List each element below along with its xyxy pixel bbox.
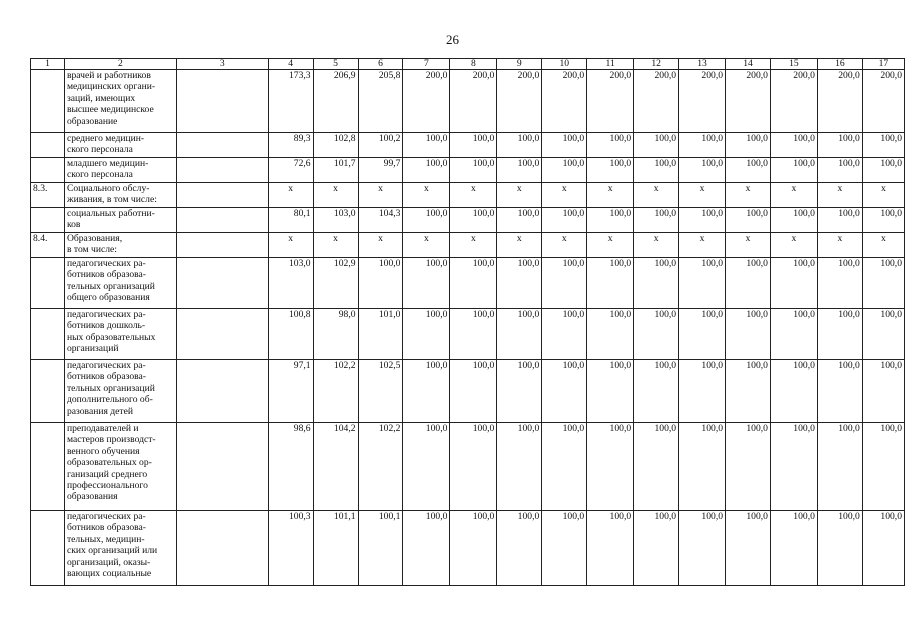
value-cell: 100,0 xyxy=(726,309,771,360)
value-cell: x xyxy=(313,233,358,258)
value-cell: 100,0 xyxy=(817,158,862,183)
value-cell: 100,0 xyxy=(679,208,726,233)
value-cell: 100,0 xyxy=(634,309,679,360)
value-cell: 100,0 xyxy=(770,511,817,586)
table-row xyxy=(31,309,905,360)
value-cell: 100,0 xyxy=(634,133,679,158)
value-cell: x xyxy=(587,233,634,258)
value-cell: 100,0 xyxy=(634,208,679,233)
value-cell: 100,3 xyxy=(268,511,313,586)
value-cell: 100,0 xyxy=(542,208,587,233)
row-label-line: тельных организаций xyxy=(66,382,155,394)
table-row xyxy=(31,511,905,586)
value-cell: 100,0 xyxy=(403,258,450,309)
value-cell: 100,0 xyxy=(497,208,542,233)
column-number: 10 xyxy=(542,59,587,70)
value-cell: 200,0 xyxy=(497,70,542,133)
value-cell: 100,0 xyxy=(403,309,450,360)
row-label-line: организаций xyxy=(66,343,119,355)
value-cell: x xyxy=(634,233,679,258)
column-number: 2 xyxy=(64,59,176,70)
value-cell: 100,0 xyxy=(770,133,817,158)
row-label-line: ского персонала xyxy=(66,144,133,156)
value-cell: 100,0 xyxy=(403,208,450,233)
value-cell: 100,0 xyxy=(542,258,587,309)
value-cell: 100,0 xyxy=(450,511,497,586)
value-cell: 100,0 xyxy=(450,208,497,233)
value-cell: 100,8 xyxy=(268,309,313,360)
value-cell: 100,2 xyxy=(358,133,403,158)
value-cell: 100,0 xyxy=(634,511,679,586)
value-cell: 100,0 xyxy=(726,423,771,511)
value-cell: 100,0 xyxy=(862,309,904,360)
value-cell: 100,0 xyxy=(770,309,817,360)
value-cell: 100,0 xyxy=(450,133,497,158)
value-cell: 102,9 xyxy=(313,258,358,309)
row-label-line: врачей и работников xyxy=(66,70,151,81)
row-label-line: живания, в том числе: xyxy=(66,194,157,206)
value-cell: 100,0 xyxy=(862,511,904,586)
column-number: 12 xyxy=(634,59,679,70)
value-cell: 100,0 xyxy=(587,360,634,423)
table-row xyxy=(31,233,905,258)
row-label-line: педагогических ра- xyxy=(66,309,146,320)
value-cell: 100,0 xyxy=(862,133,904,158)
value-cell: x xyxy=(679,233,726,258)
row-label xyxy=(64,158,176,183)
row-label-line: ганизаций среднего xyxy=(66,468,148,480)
value-cell: 200,0 xyxy=(770,70,817,133)
row-label xyxy=(64,183,176,208)
column-number: 16 xyxy=(817,59,862,70)
value-cell: 103,0 xyxy=(313,208,358,233)
value-cell: 100,0 xyxy=(679,158,726,183)
value-cell: 100,0 xyxy=(634,258,679,309)
value-cell: 200,0 xyxy=(726,70,771,133)
row-label-line: младшего медицин- xyxy=(66,158,149,169)
row-label-line: профессионального xyxy=(66,480,148,492)
value-cell: 80,1 xyxy=(268,208,313,233)
row-label-line: образования xyxy=(66,491,118,503)
row-label-line: среднего медицин- xyxy=(66,133,145,144)
value-cell: 100,0 xyxy=(587,158,634,183)
row-label-line: ботников образова- xyxy=(66,522,146,534)
row-label-line: Социального обслу- xyxy=(66,183,150,194)
table-row xyxy=(31,133,905,158)
row-code xyxy=(31,309,65,360)
value-cell: 100,0 xyxy=(679,360,726,423)
table-row xyxy=(31,158,905,183)
value-cell: 100,0 xyxy=(770,208,817,233)
empty-cell xyxy=(176,183,268,208)
row-label-line: педагогических ра- xyxy=(66,360,146,371)
value-cell: 100,0 xyxy=(679,258,726,309)
value-cell: 100,0 xyxy=(679,309,726,360)
row-label-line: социальных работни- xyxy=(66,208,155,219)
value-cell: 100,0 xyxy=(817,360,862,423)
row-code xyxy=(31,423,65,511)
value-cell: 102,8 xyxy=(313,133,358,158)
row-label-line: в том числе: xyxy=(66,244,117,256)
column-number: 9 xyxy=(497,59,542,70)
row-label-line: ботников образова- xyxy=(66,371,146,383)
value-cell: 200,0 xyxy=(403,70,450,133)
value-cell: 103,0 xyxy=(268,258,313,309)
value-cell: 98,6 xyxy=(268,423,313,511)
row-code xyxy=(31,70,65,133)
value-cell: 102,2 xyxy=(313,360,358,423)
value-cell: 100,0 xyxy=(817,208,862,233)
row-label-line: организаций, оказы- xyxy=(66,556,151,568)
row-label-line: ботников образова- xyxy=(66,269,146,281)
value-cell: 100,0 xyxy=(497,158,542,183)
value-cell: x xyxy=(358,183,403,208)
value-cell: 100,0 xyxy=(587,208,634,233)
value-cell: 100,0 xyxy=(497,133,542,158)
row-label-line: образование xyxy=(66,115,118,127)
row-label xyxy=(64,360,176,423)
value-cell: 100,0 xyxy=(634,360,679,423)
table-row xyxy=(31,208,905,233)
empty-cell xyxy=(176,511,268,586)
value-cell: 100,0 xyxy=(403,158,450,183)
value-cell: x xyxy=(497,233,542,258)
row-label-line: медицинских органи- xyxy=(66,81,156,93)
value-cell: 102,2 xyxy=(358,423,403,511)
value-cell: 100,0 xyxy=(817,133,862,158)
value-cell: 100,0 xyxy=(817,423,862,511)
row-code xyxy=(31,133,65,158)
value-cell: 100,0 xyxy=(817,258,862,309)
column-number: 7 xyxy=(403,59,450,70)
value-cell: 100,0 xyxy=(770,258,817,309)
value-cell: 104,2 xyxy=(313,423,358,511)
value-cell: 100,0 xyxy=(726,158,771,183)
value-cell: 100,0 xyxy=(817,511,862,586)
row-label-line: разования детей xyxy=(66,405,134,417)
row-label xyxy=(64,309,176,360)
row-label-line: ных образовательных xyxy=(66,331,156,343)
value-cell: 200,0 xyxy=(587,70,634,133)
row-label-line: вающих социальные xyxy=(66,568,152,580)
value-cell: 100,0 xyxy=(450,158,497,183)
table-row xyxy=(31,423,905,511)
row-label-line: ков xyxy=(66,219,81,231)
row-label-line: мастеров производст- xyxy=(66,434,156,446)
empty-cell xyxy=(176,423,268,511)
value-cell: 89,3 xyxy=(268,133,313,158)
value-cell: 104,3 xyxy=(358,208,403,233)
value-cell: 173,3 xyxy=(268,70,313,133)
empty-cell xyxy=(176,208,268,233)
table-row xyxy=(31,258,905,309)
value-cell: 205,8 xyxy=(358,70,403,133)
value-cell: 100,0 xyxy=(862,258,904,309)
page-number: 26 xyxy=(446,32,459,47)
value-cell: x xyxy=(358,233,403,258)
value-cell: 100,1 xyxy=(358,511,403,586)
value-cell: 100,0 xyxy=(587,423,634,511)
value-cell: 100,0 xyxy=(770,158,817,183)
value-cell: 100,0 xyxy=(634,158,679,183)
row-label xyxy=(64,208,176,233)
value-cell: 100,0 xyxy=(679,133,726,158)
value-cell: x xyxy=(403,183,450,208)
row-code xyxy=(31,360,65,423)
row-label-line: Образования, xyxy=(66,233,123,244)
row-code xyxy=(31,258,65,309)
value-cell: 100,0 xyxy=(450,360,497,423)
value-cell: 100,0 xyxy=(770,360,817,423)
row-label xyxy=(64,258,176,309)
value-cell: x xyxy=(634,183,679,208)
value-cell: 102,5 xyxy=(358,360,403,423)
table-row xyxy=(31,70,905,133)
value-cell: 100,0 xyxy=(450,423,497,511)
value-cell: x xyxy=(542,183,587,208)
value-cell: 72,6 xyxy=(268,158,313,183)
value-cell: 100,0 xyxy=(542,309,587,360)
value-cell: 100,0 xyxy=(634,423,679,511)
value-cell: 100,0 xyxy=(542,158,587,183)
row-label-line: педагогических ра- xyxy=(66,258,146,269)
value-cell: 100,0 xyxy=(862,423,904,511)
value-cell: 100,0 xyxy=(450,309,497,360)
row-label xyxy=(64,133,176,158)
value-cell: 206,9 xyxy=(313,70,358,133)
value-cell: x xyxy=(726,233,771,258)
value-cell: x xyxy=(268,183,313,208)
row-code: 8.4. xyxy=(31,233,65,258)
column-number: 13 xyxy=(679,59,726,70)
row-label xyxy=(64,233,176,258)
statistics-table xyxy=(30,58,905,586)
value-cell: x xyxy=(542,233,587,258)
value-cell: x xyxy=(862,183,904,208)
empty-cell xyxy=(176,133,268,158)
row-label-line: венного обучения xyxy=(66,445,140,457)
row-code xyxy=(31,511,65,586)
row-label-line: заций, имеющих xyxy=(66,92,136,104)
value-cell: 101,0 xyxy=(358,309,403,360)
value-cell: 100,0 xyxy=(817,309,862,360)
column-number: 17 xyxy=(862,59,904,70)
row-label-line: дополнительного об- xyxy=(66,394,153,406)
value-cell: 200,0 xyxy=(862,70,904,133)
value-cell: 100,0 xyxy=(587,511,634,586)
value-cell: 100,0 xyxy=(358,258,403,309)
row-code: 8.3. xyxy=(31,183,65,208)
value-cell: 200,0 xyxy=(450,70,497,133)
column-number: 15 xyxy=(770,59,817,70)
value-cell: 98,0 xyxy=(313,309,358,360)
empty-cell xyxy=(176,258,268,309)
row-label-line: ского персонала xyxy=(66,169,133,181)
value-cell: 100,0 xyxy=(497,258,542,309)
row-label-line: тельных, медицин- xyxy=(66,533,145,545)
row-label-line: образовательных ор- xyxy=(66,457,152,469)
value-cell: 100,0 xyxy=(403,511,450,586)
value-cell: 100,0 xyxy=(403,360,450,423)
value-cell: 100,0 xyxy=(770,423,817,511)
row-code xyxy=(31,208,65,233)
column-number: 11 xyxy=(587,59,634,70)
empty-cell xyxy=(176,360,268,423)
empty-cell xyxy=(176,158,268,183)
value-cell: 100,0 xyxy=(726,208,771,233)
value-cell: 100,0 xyxy=(726,360,771,423)
value-cell: 101,1 xyxy=(313,511,358,586)
value-cell: 100,0 xyxy=(542,511,587,586)
row-label-line: тельных организаций xyxy=(66,280,155,292)
row-label xyxy=(64,511,176,586)
value-cell: 100,0 xyxy=(726,511,771,586)
value-cell: 100,0 xyxy=(542,133,587,158)
column-number: 14 xyxy=(726,59,771,70)
value-cell: 100,0 xyxy=(726,258,771,309)
value-cell: x xyxy=(313,183,358,208)
value-cell: x xyxy=(268,233,313,258)
row-label-line: ских организаций или xyxy=(66,545,158,557)
table-row xyxy=(31,360,905,423)
empty-cell xyxy=(176,233,268,258)
value-cell: x xyxy=(770,233,817,258)
value-cell: x xyxy=(726,183,771,208)
value-cell: 100,0 xyxy=(497,309,542,360)
value-cell: x xyxy=(403,233,450,258)
empty-cell xyxy=(176,309,268,360)
value-cell: 100,0 xyxy=(726,133,771,158)
value-cell: 100,0 xyxy=(497,511,542,586)
value-cell: 100,0 xyxy=(403,133,450,158)
row-label xyxy=(64,423,176,511)
column-number-row xyxy=(31,59,905,70)
value-cell: 100,0 xyxy=(497,423,542,511)
empty-cell xyxy=(176,70,268,133)
value-cell: 100,0 xyxy=(862,360,904,423)
value-cell: 100,0 xyxy=(403,423,450,511)
value-cell: 100,0 xyxy=(542,423,587,511)
row-label-line: ботников дошколь- xyxy=(66,320,146,332)
value-cell: 200,0 xyxy=(634,70,679,133)
value-cell: 100,0 xyxy=(542,360,587,423)
row-label xyxy=(64,70,176,133)
row-label-line: преподавателей и xyxy=(66,423,139,434)
value-cell: x xyxy=(450,233,497,258)
value-cell: x xyxy=(679,183,726,208)
row-label-line: высшее медицинское xyxy=(66,104,154,116)
value-cell: x xyxy=(497,183,542,208)
value-cell: 200,0 xyxy=(542,70,587,133)
value-cell: 97,1 xyxy=(268,360,313,423)
value-cell: 100,0 xyxy=(450,258,497,309)
row-label-line: педагогических ра- xyxy=(66,511,146,522)
column-number: 3 xyxy=(176,59,268,70)
column-number: 8 xyxy=(450,59,497,70)
value-cell: x xyxy=(817,233,862,258)
value-cell: x xyxy=(770,183,817,208)
value-cell: 101,7 xyxy=(313,158,358,183)
row-code xyxy=(31,158,65,183)
value-cell: x xyxy=(862,233,904,258)
value-cell: 100,0 xyxy=(862,158,904,183)
column-number: 5 xyxy=(313,59,358,70)
column-number: 6 xyxy=(358,59,403,70)
value-cell: 99,7 xyxy=(358,158,403,183)
value-cell: x xyxy=(450,183,497,208)
value-cell: 100,0 xyxy=(587,133,634,158)
column-number: 1 xyxy=(31,59,65,70)
value-cell: x xyxy=(817,183,862,208)
table-row xyxy=(31,183,905,208)
value-cell: 100,0 xyxy=(587,258,634,309)
value-cell: 200,0 xyxy=(817,70,862,133)
value-cell: 200,0 xyxy=(679,70,726,133)
column-number: 4 xyxy=(268,59,313,70)
value-cell: 100,0 xyxy=(587,309,634,360)
value-cell: 100,0 xyxy=(679,511,726,586)
row-label-line: общего образования xyxy=(66,292,150,304)
value-cell: 100,0 xyxy=(497,360,542,423)
value-cell: x xyxy=(587,183,634,208)
value-cell: 100,0 xyxy=(862,208,904,233)
value-cell: 100,0 xyxy=(679,423,726,511)
